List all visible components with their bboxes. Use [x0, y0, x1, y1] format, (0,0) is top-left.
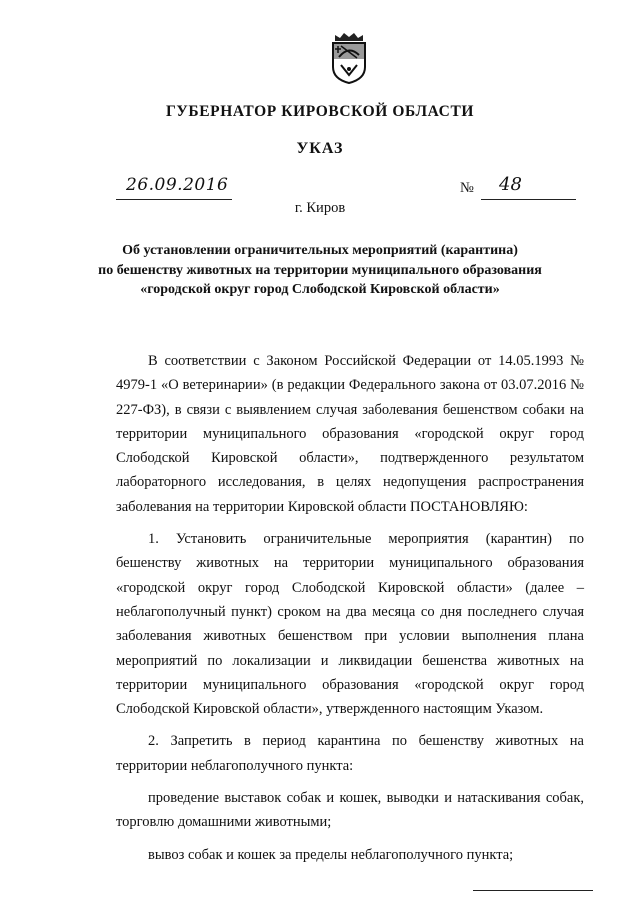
- title-line: «городской округ город Слободской Кировской области»: [140, 282, 500, 297]
- document-number: 48: [499, 174, 522, 195]
- document-type: УКАЗ: [296, 140, 344, 157]
- city: г. Киров: [294, 200, 346, 216]
- kirov-coat-of-arms-icon: [329, 31, 369, 85]
- date-field: [116, 177, 232, 200]
- document-title: [95, 241, 545, 300]
- paragraph: вывоз собак и кошек за пределы неблагополучного пункта;: [148, 846, 514, 863]
- issuing-authority: ГУБЕРНАТОР КИРОВСКОЙ ОБЛАСТИ: [165, 103, 475, 120]
- paragraph: В соответствии с Законом Российской Федерации от 14.05.1993 № 4979-1 «О ветеринарии» (в редакции Федерального закона от 03.07.2016 № 227-ФЗ), в связи с выявлением случая заболевания бешенством собаки на территории муниципального образования «городской округ город Слободской Кировской области», подтвержденного результатом лабораторного исследования, в целях недопущения распространения заболевания на территории Кировской области ПОСТАНОВЛЯЮ:: [116, 353, 584, 515]
- paragraph: проведение выставок собак и кошек, выводки и натаскивания собак, торговлю домашними животными;: [116, 790, 584, 831]
- number-label: №: [460, 180, 474, 196]
- document-date: 26.09.2016: [126, 175, 229, 195]
- number-field: [481, 174, 576, 200]
- footer-rule: [473, 890, 593, 891]
- title-line: по бешенству животных на территории муниципального образования: [98, 262, 542, 278]
- paragraph: 2. Запретить в период карантина по бешенству животных на территории неблагополучного пункта:: [116, 733, 584, 774]
- document-body: [116, 349, 584, 867]
- title-line: Об установлении ограничительных мероприятий (карантина): [122, 243, 518, 258]
- paragraph: 1. Установить ограничительные мероприятия (карантин) по бешенству животных на территории муниципального образования «городской округ город Слободской Кировской области» (далее – неблагополучный пункт) сроком на два месяца со дня последнего случая заболевания животных бешенством при условии выполнения плана мероприятий по локализации и ликвидации бешенства животных на территории муниципального образования «городской округ город Слободской Кировской области», утвержденного настоящим Указом.: [116, 531, 584, 718]
